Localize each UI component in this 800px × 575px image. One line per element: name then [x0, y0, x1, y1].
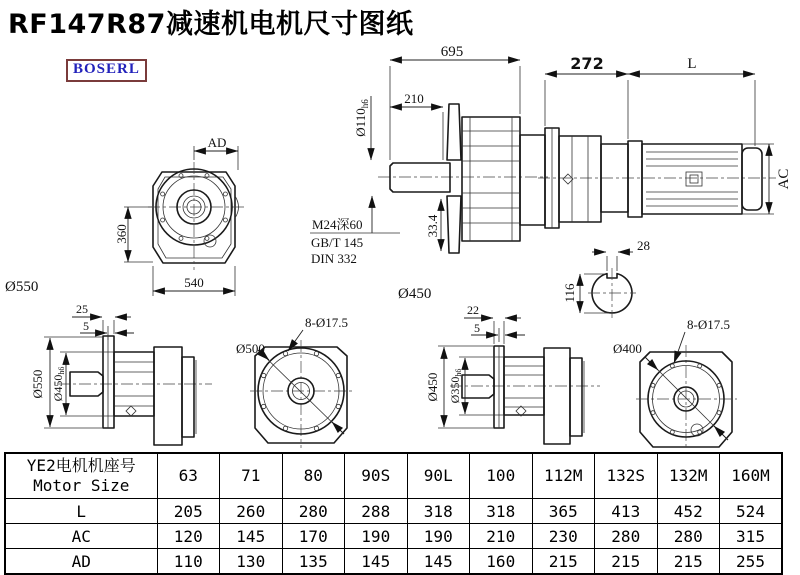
- dim-5b: 5: [474, 321, 480, 335]
- dim-bc2: Ø400: [613, 341, 642, 356]
- row-label: AC: [5, 524, 157, 549]
- label-d450: Ø450: [398, 286, 432, 302]
- value-cell: 145: [220, 524, 283, 549]
- value-cell: 120: [157, 524, 220, 549]
- flange-side-view-1: [30, 302, 212, 445]
- table-row-ac: [5, 524, 782, 549]
- dim-28: 28: [637, 238, 650, 253]
- value-cell: 280: [595, 524, 658, 549]
- value-cell: 524: [720, 499, 783, 524]
- value-cell: 135: [282, 549, 345, 575]
- value-cell: 145: [345, 549, 408, 575]
- value-cell: 145: [407, 549, 470, 575]
- value-cell: 170: [282, 524, 345, 549]
- row-label: L: [5, 499, 157, 524]
- value-cell: 318: [407, 499, 470, 524]
- header-cn: YE2电机机座号: [26, 456, 136, 475]
- size-col: 90S: [345, 453, 408, 499]
- value-cell: 255: [720, 549, 783, 575]
- flange-face-view-2: [613, 317, 737, 450]
- label-d550: Ø550: [5, 279, 39, 295]
- value-cell: 130: [220, 549, 283, 575]
- value-cell: 110: [157, 549, 220, 575]
- page-title: RF147R87减速机电机尺寸图纸: [8, 9, 414, 40]
- motor-side-view: [538, 54, 792, 228]
- note-gbt: GB/T 145: [311, 235, 364, 250]
- dim-272: 272: [570, 54, 604, 73]
- value-cell: 230: [532, 524, 595, 549]
- value-cell: 215: [595, 549, 658, 575]
- size-col: 160M: [720, 453, 783, 499]
- size-col: 132M: [657, 453, 720, 499]
- header-motor-size: [5, 453, 157, 499]
- size-col: 132S: [595, 453, 658, 499]
- value-cell: 260: [220, 499, 283, 524]
- value-cell: 190: [407, 524, 470, 549]
- value-cell: 210: [470, 524, 533, 549]
- dim-spigot1: Ø450h6: [51, 366, 66, 402]
- value-cell: 190: [345, 524, 408, 549]
- front-view: [5, 135, 246, 296]
- value-cell: 280: [657, 524, 720, 549]
- motor-size-table: [4, 452, 783, 575]
- boserl-logo: BOSERL: [66, 59, 147, 82]
- main-assembly-view: [310, 44, 548, 302]
- dim-25: 25: [76, 302, 88, 316]
- header-en: Motor Size: [33, 476, 130, 495]
- dim-holes1: 8-Ø17.5: [305, 315, 348, 330]
- dim-210: 210: [404, 91, 424, 106]
- value-cell: 365: [532, 499, 595, 524]
- value-cell: 318: [470, 499, 533, 524]
- dim-holes2: 8-Ø17.5: [687, 317, 730, 332]
- dim-540: 540: [184, 275, 204, 290]
- dim-695: 695: [440, 44, 464, 60]
- row-label: AD: [5, 549, 157, 575]
- dim-l: L: [687, 56, 697, 72]
- value-cell: 215: [657, 549, 720, 575]
- dim-ad: AD: [207, 135, 227, 150]
- dim-334: 33.4: [425, 214, 440, 238]
- size-col: 80: [282, 453, 345, 499]
- dim-od2: Ø450: [425, 372, 440, 402]
- dim-116: 116: [562, 283, 577, 303]
- flange-face-view-1: [236, 315, 352, 448]
- value-cell: 160: [470, 549, 533, 575]
- table-row-ad: [5, 549, 782, 575]
- value-cell: 288: [345, 499, 408, 524]
- size-col: 90L: [407, 453, 470, 499]
- dim-ac: AC: [776, 168, 792, 190]
- dim-spigot2: Ø350h6: [448, 368, 463, 404]
- value-cell: 280: [282, 499, 345, 524]
- dim-22: 22: [467, 303, 479, 317]
- dim-360: 360: [114, 224, 129, 244]
- value-cell: 315: [720, 524, 783, 549]
- value-cell: 413: [595, 499, 658, 524]
- table-row-l: [5, 499, 782, 524]
- size-col: 100: [470, 453, 533, 499]
- dim-od1: Ø550: [30, 369, 45, 399]
- table-header-row: [5, 453, 782, 499]
- size-col: 71: [220, 453, 283, 499]
- value-cell: 452: [657, 499, 720, 524]
- size-col: 112M: [532, 453, 595, 499]
- dim-5a: 5: [83, 319, 89, 333]
- size-col: 63: [157, 453, 220, 499]
- value-cell: 215: [532, 549, 595, 575]
- flange-side-view-2: [425, 303, 600, 444]
- dim-shaft-dia: $Ø110_{h6}$: [353, 99, 370, 137]
- note-din: DIN 332: [311, 251, 357, 266]
- note-tap: M24深60: [312, 217, 363, 232]
- dim-bc1: Ø500: [236, 341, 265, 356]
- shaft-section-detail: [562, 238, 650, 318]
- value-cell: 205: [157, 499, 220, 524]
